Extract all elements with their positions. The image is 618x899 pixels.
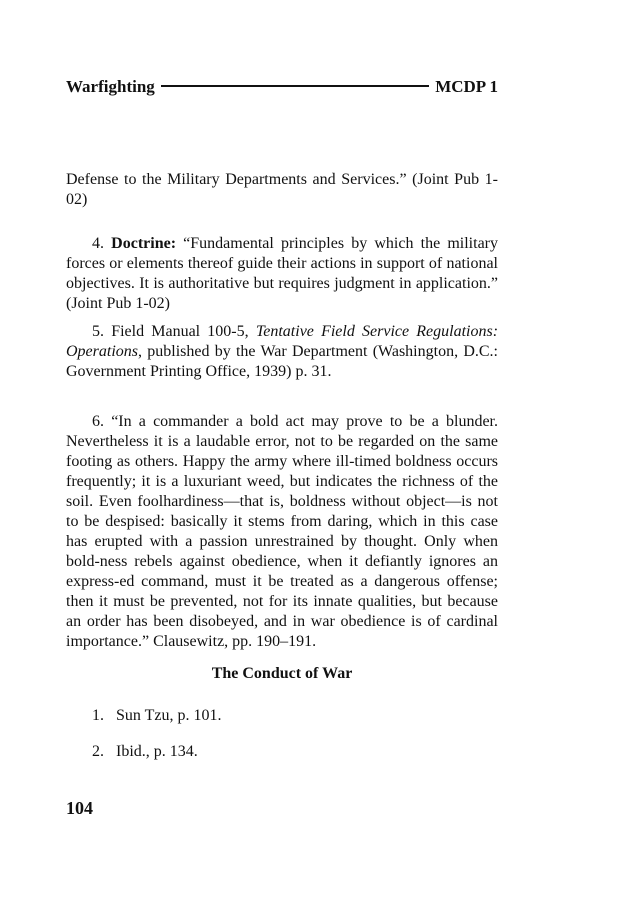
section-note-1 [92, 706, 221, 726]
note-4-number: 4. [92, 235, 104, 252]
note-4 [66, 234, 498, 314]
note-6 [66, 412, 498, 652]
section-note-2 [92, 742, 198, 762]
note-5-number: 5. [92, 323, 104, 340]
header-title: Warfighting [66, 77, 155, 96]
section-note-1-text: Sun Tzu, p. 101. [116, 707, 222, 724]
note-4-term: Doctrine: [111, 235, 177, 252]
note-5 [66, 322, 498, 382]
section-note-2-number: 2. [92, 743, 104, 760]
header-publication: MCDP 1 [435, 77, 498, 96]
note-6-text: “In a commander a bold act may prove to be a blunder. Nevertheless it is a laudable error, not to be regarded on the same footing as others. Happy the army where ill-timed boldness occurs frequently; it is a luxuriant weed, but indicates the richness of the soil. Even foolhardiness—that is, boldness without object—is not to be despised: basically it stems from daring, which in this case has erupted with a passion unrestrained by thought. Only when bold-ness rebels against obedience, when it defiantly ignores an express-ed command, must it be treated as a dangerous offense; then it must be prevented, not for its innate qualities, but because an order has been disobeyed, and in war obedience is of cardinal importance.” Clausewitz, pp. 190–191. [66, 413, 499, 650]
note-continued: Defense to the Military Departments and Services.” (Joint Pub 1-02) [66, 171, 498, 208]
running-header [66, 76, 498, 98]
note-5-title: Tentative Field Service Regulations: Operations [66, 323, 499, 360]
note-5-pre: Field Manual 100-5, [111, 323, 249, 340]
page-number: 104 [66, 798, 93, 818]
note-6-number: 6. [92, 413, 104, 430]
note-4-text: “Fundamental principles by which the military forces or elements thereof guide their actions in support of national objectives. It is authoritative but requires judgment in application.” (Joint Pub 1-02) [66, 235, 498, 312]
section-note-2-text: Ibid., p. 134. [116, 743, 198, 760]
note-5-post: , published by the War Department (Washington, D.C.: Government Printing Office, 1939) p. 31. [66, 343, 498, 380]
section-title: The Conduct of War [211, 665, 353, 682]
section-note-1-number: 1. [92, 707, 104, 724]
header-rule [161, 85, 429, 87]
